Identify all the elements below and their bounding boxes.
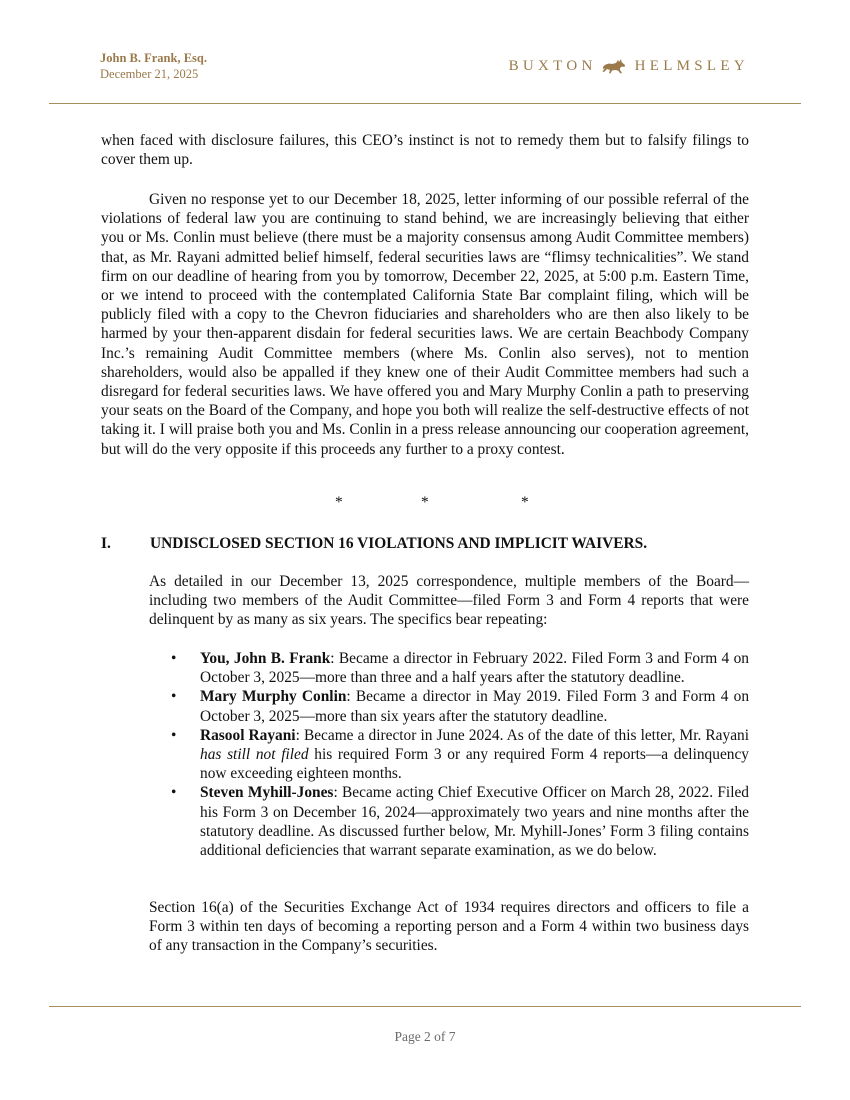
separator-asterisk: * [521, 494, 529, 511]
section-title: UNDISCLOSED SECTION 16 VIOLATIONS AND IMPLICIT WAIVERS. [150, 535, 648, 552]
section-number: I. [101, 535, 111, 552]
section-closing-paragraph: Section 16(a) of the Securities Exchange Act of 1934 requires directors and officers to file a Form 3 within ten days of becoming a reporting person and a Form 4 within two business days of any transaction in the Company’s securities. [149, 899, 749, 955]
section-separator [0, 494, 850, 514]
firm-logo-right: HELMSLEY [634, 58, 749, 74]
list-item-name: Mary Murphy Conlin [200, 688, 347, 706]
list-item [149, 783, 749, 860]
list-item-name: Rasool Rayani [200, 726, 296, 744]
separator-asterisk: * [335, 494, 343, 511]
list-item-text: : Became a director in June 2024. As of the date of this letter, Mr. Rayani [295, 726, 749, 744]
list-item-text: : Became acting Chief Executive Officer on March 28, 2022. Filed his Form 3 on December 16, 2024—approximately two years and nine months after the statutory deadline. As discussed further below, Mr. Myhill-Jones’ Form 3 filing contains additional deficiencies that warrant separate examination, as we do below. [200, 784, 749, 860]
list-item-name: Steven Myhill-Jones [200, 784, 334, 802]
list-item [149, 649, 749, 687]
bullet-icon: • [171, 688, 177, 706]
list-item-text: : Became a director in May 2019. Filed Form 3 and Form 4 on October 3, 2025—more than six years after the statutory deadline. [200, 688, 750, 725]
footer-divider [49, 1006, 801, 1007]
violations-list [149, 649, 749, 860]
list-item [149, 687, 749, 725]
recipient-name: John B. Frank, Esq. [100, 51, 207, 65]
list-item-text: : Became a director in February 2022. Filed Form 3 and Form 4 on October 3, 2025—more than three and a half years after the statutory deadline. [200, 650, 749, 687]
bullet-icon: • [171, 784, 177, 802]
list-item [149, 726, 749, 784]
list-item-text-after: his required Form 3 or any required Form 4 reports—a delinquency now exceeding eighteen months. [200, 746, 749, 783]
bullet-icon: • [171, 726, 177, 744]
header-divider [49, 103, 801, 104]
list-item-name: You, John B. Frank [200, 650, 331, 667]
firm-logo [509, 57, 749, 75]
bullet-icon: • [171, 650, 177, 667]
firm-logo-left: BUXTON [508, 58, 597, 74]
list-item-emphasis: has still not filed [200, 746, 309, 764]
letter-date: December 21, 2025 [100, 67, 199, 81]
body-paragraph-1: when faced with disclosure failures, this CEO’s instinct is not to remedy them but to falsify filings to cover them up. [101, 132, 749, 169]
section-intro-paragraph: As detailed in our December 13, 2025 correspondence, multiple members of the Board—including two members of the Audit Committee—filed Form 3 and Form 4 reports that were delinquent by as many as six years. The specifics bear repeating: [149, 573, 749, 629]
page-number: Page 2 of 7 [394, 1029, 456, 1044]
horse-icon [601, 57, 627, 75]
body-paragraph-2: Given no response yet to our December 18, 2025, letter informing of our possible referral of the violations of federal law you are continuing to stand behind, we are increasingly believing that either you or Ms. Conlin must believe (there must be a majority consensus among Audit Committee members) that, as Mr. Rayani admitted belief himself, federal securities laws are “flimsy technicalities”. We stand firm on our deadline of hearing from you by tomorrow, December 22, 2025, at 5:00 p.m. Eastern Time, or we intend to proceed with the contemplated California State Bar complaint filing, which will be publicly filed with a copy to the Chevron fiduciaries and shareholders who are then also likely to be harmed by your then-apparent disdain for federal securities laws. We are certain Beachbody Company Inc.’s remaining Audit Committee members (where Ms. Conlin also serves), not to mention shareholders, would also be appalled if they knew one of their Audit Committee members had such a disregard for federal securities laws. We have offered you and Mary Murphy Conlin a path to preserving your seats on the Board of the Company, and hope you both will realize the self-destructive effects of not taking it. I will praise both you and Ms. Conlin in a press release announcing our cooperation agreement, but will do the very opposite if this proceeds any further to a proxy contest. [101, 191, 749, 458]
separator-asterisk: * [421, 494, 429, 511]
